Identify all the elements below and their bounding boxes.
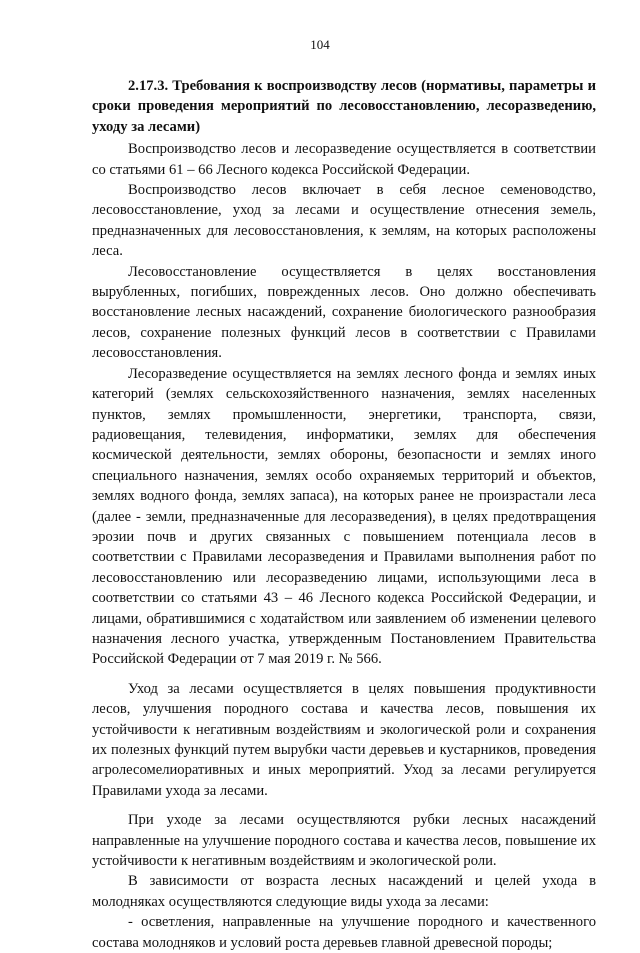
page-number: 104	[310, 37, 330, 52]
paragraph-reforestation: Лесовосстановление осуществляется в целях восстановления вырубленных, погибших, поврежденных лесов. Оно должно обеспечивать восстановление лесных насаждений, сохранение биологического разнообразия лесов, сохранение полезных функций лесов в соответствии с Правилами лесовосстановления.	[92, 263, 596, 362]
list-item-clearing: - осветления, направленные на улучшение породного и качественного состава молодняков и условий роста деревьев главной древесной породы;	[92, 914, 596, 951]
section-heading: 2.17.3. Требования к воспроизводству лесов (нормативы, параметры и сроки проведения мероприятий по лесовосстановлению, лесоразведению, уходу за лесами)	[92, 78, 596, 135]
paragraph-reproduction-basis: Воспроизводство лесов и лесоразведение осуществляется в соответствии со статьями 61 – 66 Лесного кодекса Российской Федерации.	[92, 141, 596, 178]
paragraph-care-felling: При уходе за лесами осуществляются рубки лесных насаждений направленные на улучшение породного состава и качества лесов, повышение их устойчивости к негативным воздействиям и экологической роли.	[92, 812, 596, 870]
page-content	[92, 76, 596, 953]
paragraph-forest-care: Уход за лесами осуществляется в целях повышения продуктивности лесов, улучшения породного состава и качества лесов, повышения их устойчивости к негативным воздействиям и экологической роли и сохранения их полезных функций путем вырубки части деревьев и кустарников, проведения агролесомелиоративных и иных мероприятий. Уход за лесами регулируется Правилами ухода за лесами.	[92, 680, 596, 799]
paragraph-reproduction-includes: Воспроизводство лесов включает в себя лесное семеноводство, лесовосстановление, уход за лесами и осуществление отнесения земель, предназначенных для лесовосстановления, к землям, на которых расположены леса.	[92, 182, 596, 260]
paragraph-afforestation: Лесоразведение осуществляется на землях лесного фонда и землях иных категорий (землях сельскохозяйственного назначения, землях населенных пунктов, землях промышленности, энергетики, транспорта, связи, радиовещания, телевидения, информатики, землях для обеспечения космической деятельности, землях обороны, безопасности и землях иного специального назначения, землях особо охраняемых территорий и объектов, землях водного фонда, землях запаса), на которых ранее не произрастали леса (далее - земли, предназначенные для лесоразведения), в целях предотвращения эрозии почв и других связанных с повышением потенциала лесов в соответствии с Правилами лесоразведения и Правилами выполнения работ по лесовосстановлению или лесоразведению лицами, использующими леса в соответствии со статьями 43 – 46 Лесного кодекса Российской Федерации, и лицами, обратившимися с ходатайством или заявлением об изменении целевого назначения лесного участка, утвержденным Постановлением Правительства Российской Федерации от 7 мая 2019 г. № 566.	[92, 365, 596, 668]
paragraph-care-types-intro: В зависимости от возраста лесных насаждений и целей ухода в молодняках осуществляются следующие виды ухода за лесами:	[92, 873, 596, 910]
